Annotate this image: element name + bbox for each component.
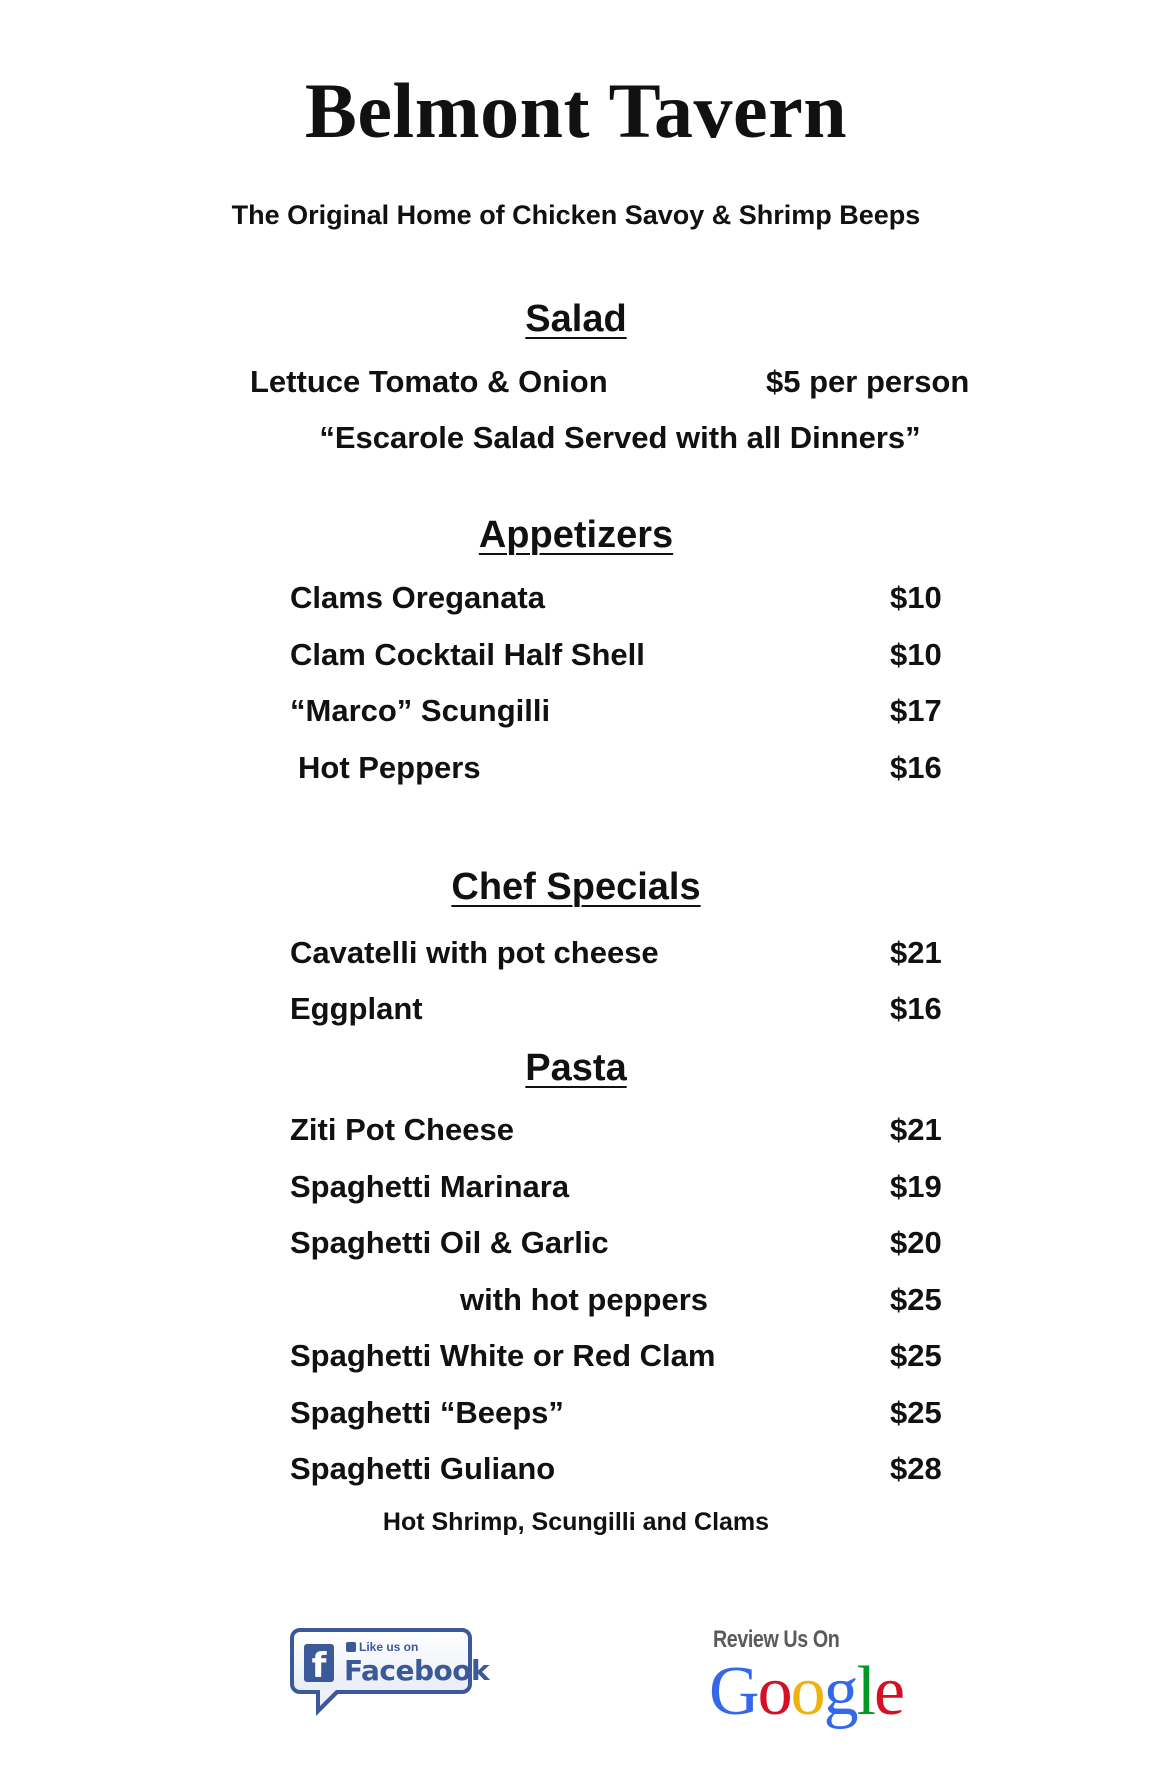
google-review-text: Review Us On: [713, 1626, 840, 1653]
facebook-badge-frame: [290, 1628, 490, 1694]
item-price: $21: [890, 935, 942, 970]
menu-item: [290, 1282, 950, 1322]
pasta-heading: Pasta: [525, 1047, 627, 1089]
menu-item: [290, 1451, 950, 1491]
google-letter: G: [709, 1653, 758, 1730]
item-name: “Marco” Scungilli: [290, 693, 551, 728]
item-price: $16: [890, 991, 942, 1026]
item-name: Spaghetti White or Red Clam: [290, 1338, 716, 1373]
salad-price: $5 per person: [766, 364, 970, 399]
item-price: $19: [890, 1169, 942, 1204]
google-wordmark: [709, 1652, 903, 1732]
google-letter: o: [790, 1653, 824, 1730]
item-price: $16: [890, 750, 942, 785]
item-name: Hot Peppers: [298, 750, 481, 785]
google-letter: e: [874, 1653, 904, 1730]
menu-item: [290, 693, 950, 733]
item-name: with hot peppers: [460, 1282, 708, 1317]
menu-item: [290, 750, 950, 790]
item-name: Clam Cocktail Half Shell: [290, 637, 645, 672]
google-letter: o: [757, 1653, 791, 1730]
item-name: Spaghetti Guliano: [290, 1451, 556, 1486]
menu-item: [290, 1169, 950, 1209]
pasta-note: Hot Shrimp, Scungilli and Clams: [382, 1508, 770, 1536]
google-letter: l: [856, 1653, 875, 1730]
item-name: Spaghetti Marinara: [290, 1169, 570, 1204]
menu-item: [290, 637, 950, 677]
item-name: Spaghetti “Beeps”: [290, 1395, 564, 1430]
facebook-like-text: [346, 1640, 418, 1654]
menu-item: [290, 580, 950, 620]
chef-specials-heading: Chef Specials: [451, 866, 701, 908]
salad-note: “Escarole Salad Served with all Dinners”: [319, 420, 921, 455]
item-price: $25: [890, 1282, 942, 1317]
menu-item: [290, 935, 950, 975]
menu-item: [290, 1395, 950, 1435]
menu-item: [290, 1338, 950, 1378]
salad-heading: Salad: [525, 298, 627, 340]
facebook-like-label: Like us on: [359, 1640, 419, 1654]
salad-item: Lettuce Tomato & Onion: [250, 364, 608, 399]
facebook-like-badge[interactable]: [288, 1624, 490, 1720]
item-name: Cavatelli with pot cheese: [290, 935, 659, 970]
item-name: Ziti Pot Cheese: [290, 1112, 514, 1147]
item-name: Clams Oreganata: [290, 580, 545, 615]
appetizers-heading: Appetizers: [478, 514, 674, 556]
google-review-badge[interactable]: [705, 1622, 925, 1732]
menu-item: [290, 1225, 950, 1265]
item-price: $17: [890, 693, 942, 728]
facebook-wordmark: Facebook: [344, 1654, 490, 1687]
facebook-logo-icon: f: [304, 1644, 334, 1682]
item-price: $10: [890, 637, 942, 672]
item-price: $21: [890, 1112, 942, 1147]
item-price: $10: [890, 580, 942, 615]
menu-item: [290, 1112, 950, 1152]
thumbs-up-icon: [346, 1642, 356, 1652]
item-price: $28: [890, 1451, 942, 1486]
item-name: Eggplant: [290, 991, 423, 1026]
item-name: Spaghetti Oil & Garlic: [290, 1225, 609, 1260]
item-price: $25: [890, 1338, 942, 1373]
google-letter: g: [823, 1653, 857, 1730]
menu-item: [290, 991, 950, 1031]
restaurant-subtitle: The Original Home of Chicken Savoy & Shrimp Beeps: [231, 200, 921, 230]
item-price: $25: [890, 1395, 942, 1430]
restaurant-title: Belmont Tavern: [304, 67, 848, 154]
item-price: $20: [890, 1225, 942, 1260]
speech-bubble-tail-inner: [320, 1690, 336, 1706]
